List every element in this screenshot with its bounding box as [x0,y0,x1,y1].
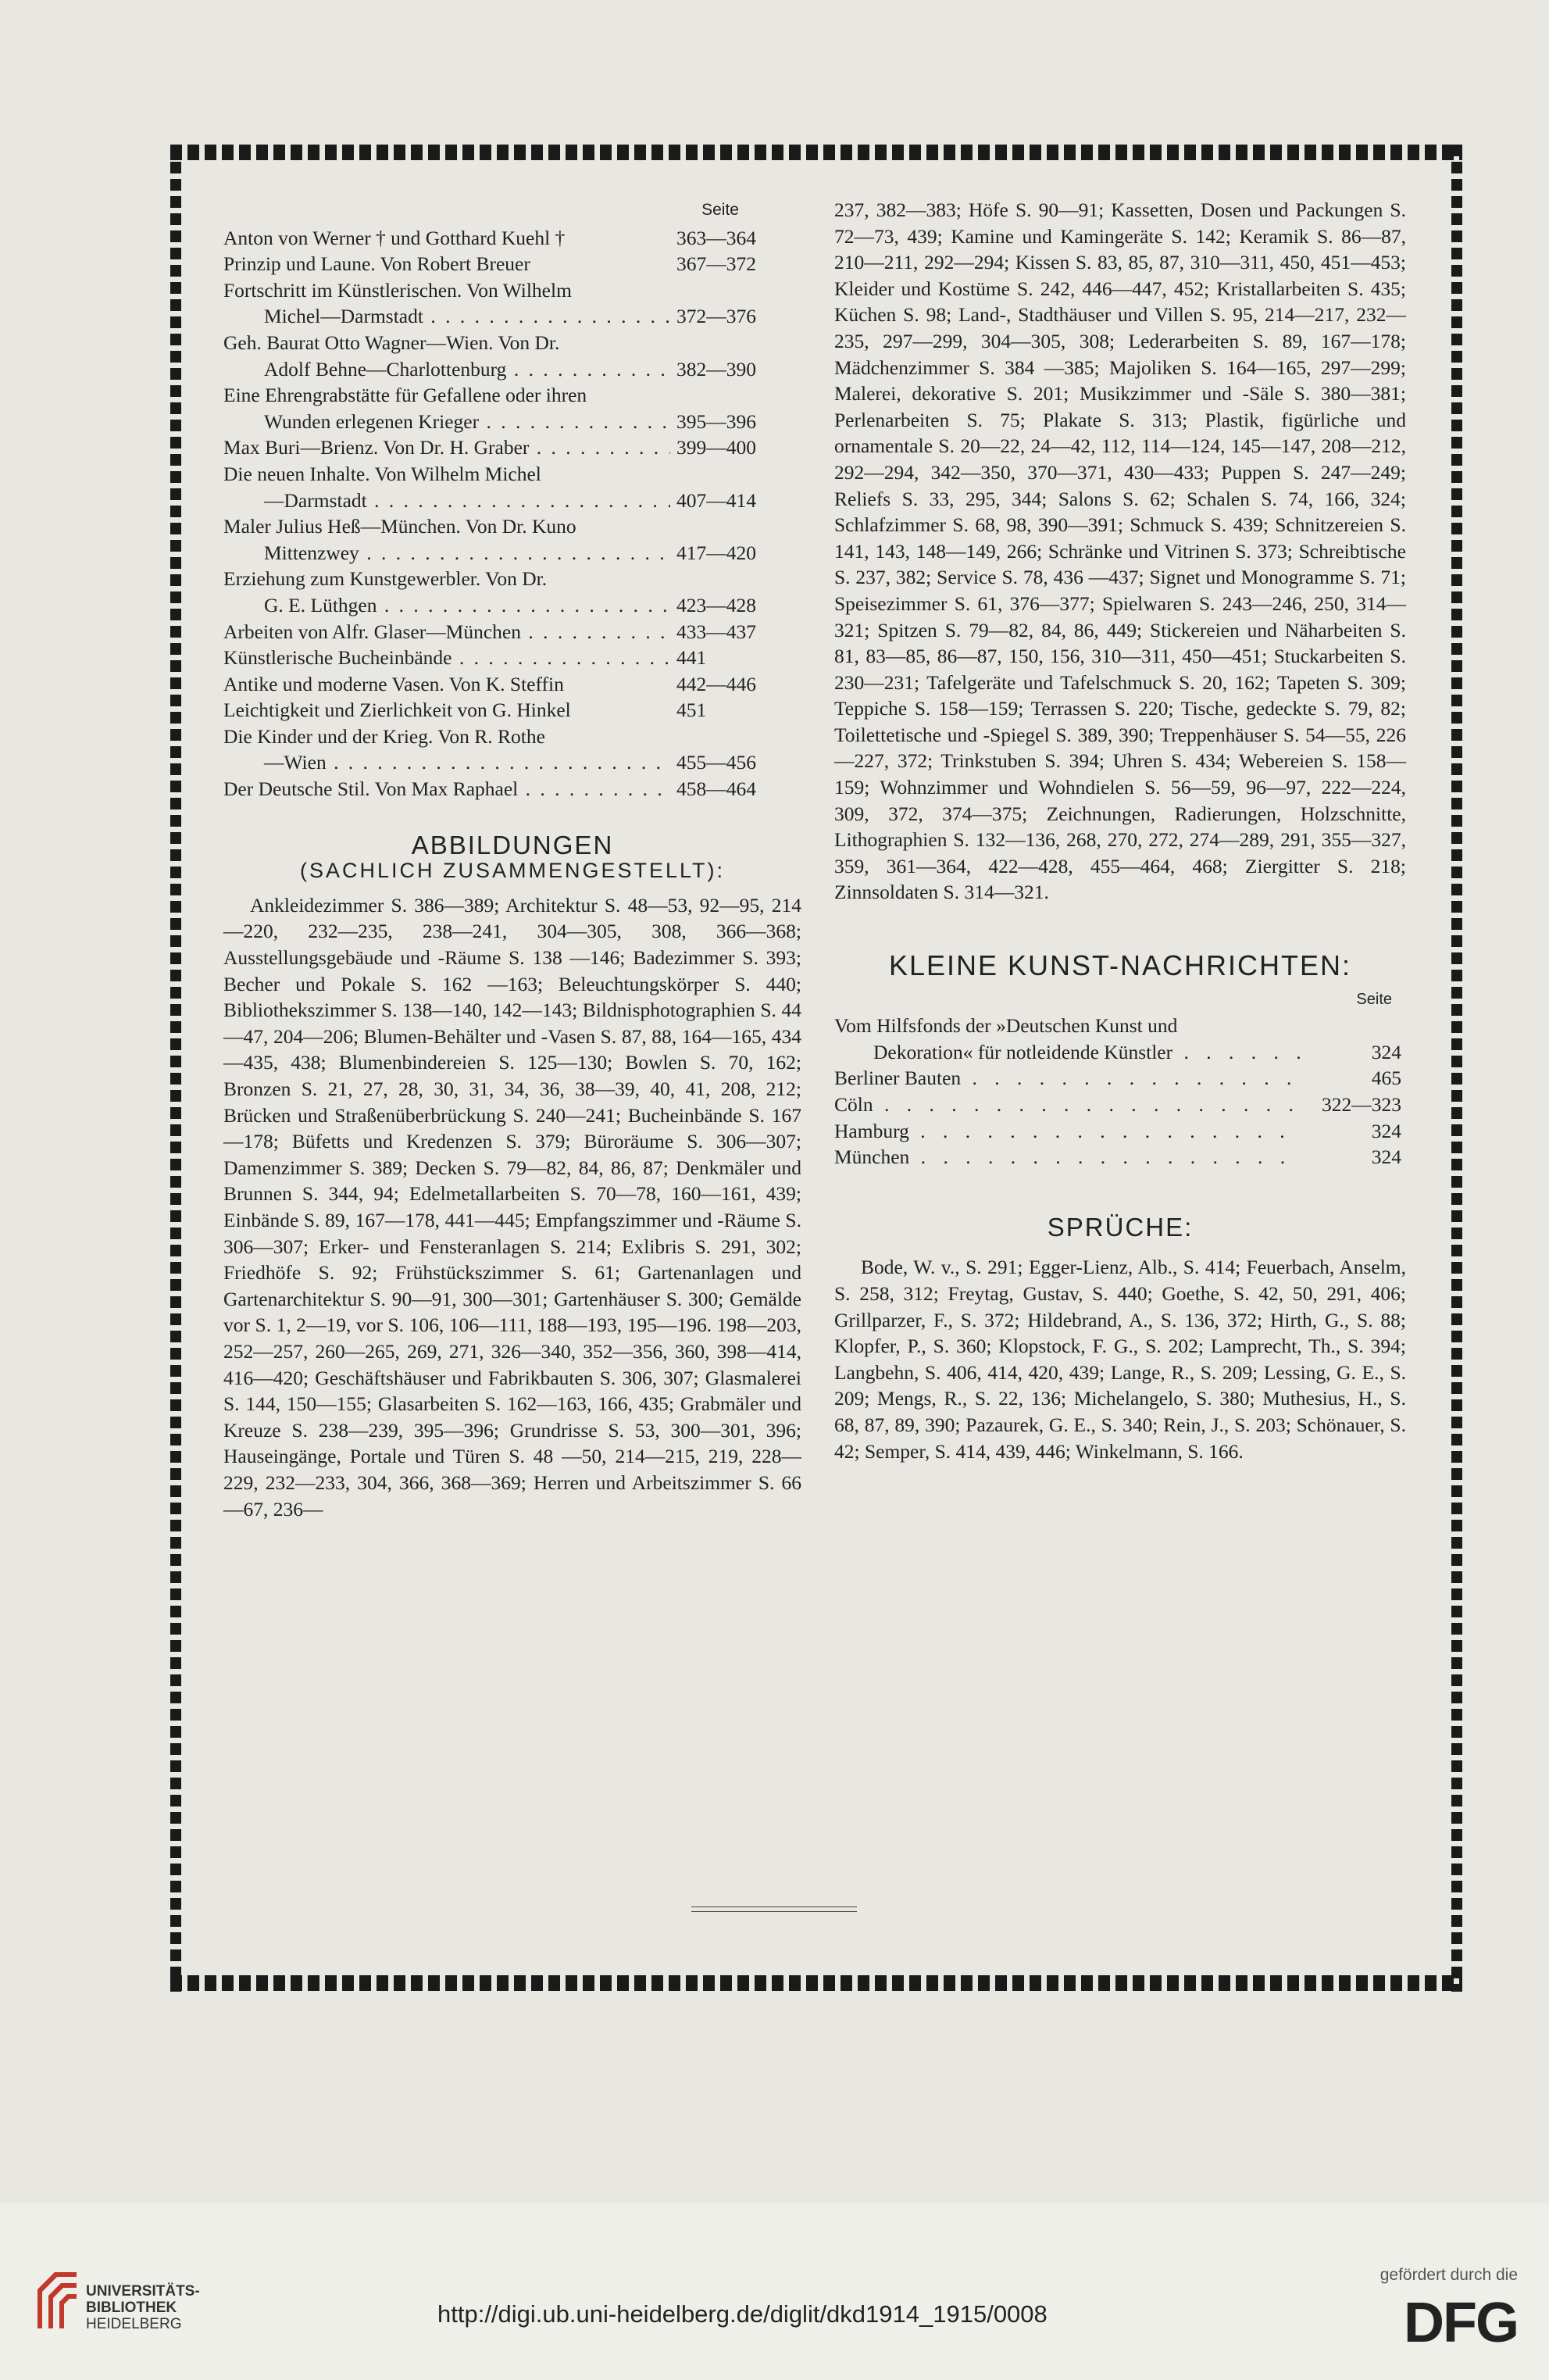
permalink-url[interactable]: http://digi.ub.uni-heidelberg.de/diglit/dkd1914_1915/0008 [437,2300,1048,2328]
sprueche-text: Bode, W. v., S. 291; Egger-Lienz, Alb., S. 414; Feuerbach, Anselm, S. 258, 312; Freytag, Gustav, S. 440; Goethe, S. 42, 50, 291, 406; Grillparzer, F., S. 372; Hildebrand, A., S. 136, 372; Hirth, G., S. 88; Klopfer, P., S. 360; Klopstock, F. G., S. 202; Lamprecht, Th., S. 394; Langbehn, S. 406, 414, 420, 439; Lange, R., S. 209; Lessing, G. E., S. 209; Mengs, R., S. 22, 136; Michelangelo, S. 380; Muthesius, H., S. 68, 87, 89, 390; Pazaurek, G. E., S. 340; Rein, J., S. 203; Schönauer, S. 42; Semper, S. 414, 439, 446; Winkelmann, S. 166. [834,1256,1406,1463]
toc-entry [834,1092,1406,1118]
right-ornamental-border [1451,145,1462,1992]
abbildungen-heading: ABBILDUNGEN [411,830,614,859]
toc-entry [223,645,801,671]
entry-page: 407—414 [676,488,756,512]
kleine-seite-label: Seite [1356,990,1392,1008]
toc-entry [223,225,801,252]
toc-entry [223,697,801,724]
toc-entry [223,277,801,304]
toc-entry [223,566,801,592]
library-logo-icon [31,2266,86,2336]
toc-seite-label: Seite [701,201,739,219]
entry-page: 324 [1371,1040,1401,1063]
entry-page: 363—364 [676,226,756,249]
entry-page: 367—372 [676,252,756,276]
entry-page: 417—420 [676,541,756,564]
entry-title: Eine Ehrengrabstätte für Gefallene oder ihren [223,384,587,407]
left-column [223,197,801,1522]
closing-double-rule [691,1907,857,1912]
entry-page: 372—376 [676,305,756,328]
entry-title: Die neuen Inhalte. Von Wilhelm Michel [223,462,541,485]
entry-title: Berliner Bauten . . . [834,1065,1300,1092]
toc-entry [223,619,801,645]
entry-title: Maler Julius Heß—München. Von Dr. Kuno [223,515,576,538]
entry-title: Dekoration« für notleidende Künstler . . . [834,1039,1300,1066]
library-name: UNIVERSITÄTS- BIBLIOTHEK HEIDELBERG [86,2283,200,2332]
toc-entry [223,382,801,409]
entry-title: München . . . [834,1144,1300,1170]
abbildungen-index-left: Ankleidezimmer S. 386—389; Architektur S. 48—53, 92—95, 214—220, 232—235, 238—241, 304—305, 308, 366—368; Ausstellungsgebäude und -Räume S. 138 —146; Badezimmer S. 393; Becher und Pokale S. 162 —163; Beleuchtungskörper S. 440; Bibliothekszimmer S. 138—140, 142—143; Bildnisphotographien S. 44—47, 204—206; Blumen-Behälter und -Vasen S. 87, 88, 164—165, 434—435, 438; Blumenbindereien S. 125—130; Bowlen S. 70, 162; Bronzen S. 21, 27, 28, 30, 31, 34, 36, 38—39, 40, 41, 208, 212; Brücken und Straßenüberbrückung S. 240—241; Bucheinbände S. 167 —178; Büfetts und Kredenzen S. 379; Büroräume S. 306—307; Damenzimmer S. 389; Decken S. 79—82, 84, 86, 87; Denkmäler und Brunnen S. 344, 94; Edelmetallarbeiten S. 70—78, 160—161, 439; Einbände S. 89, 167—178, 441—445; Empfangszimmer und -Räume S. 306—307; Erker- und Fensteranlagen S. 214; Exlibris S. 291, 302; Friedhöfe S. 92; Frühstückszimmer S. 61; Gartenanlagen und Gartenarchitektur S. 90—91, 300—301; Gartenhäuser S. 300; Gemälde vor S. 1, 2—19, vor S. 106, 106—111, 188—193, 195—196. 198—203, 252—257, 260—265, 269, 271, 326—340, 352—356, 360, 398—414, 416—420; Geschäftshäuser und Fabrikbauten S. 306, 307; Glasmalerei S. 144, 150—155; Glasarbeiten S. 162—163, 166, 435; Grabmäler und Kreuze S. 238—239, 395—396; Grundrisse S. 53, 300—301, 396; Hauseingänge, Portale und Türen S. 48 —50, 214—215, 219, 228—229, 232—233, 304, 366, 368—369; Herren und Arbeitszimmer S. 66—67, 236— [223,893,801,1521]
entry-title: G. E. Lüthgen . . . [223,592,670,619]
entry-title: Vom Hilfsfonds der »Deutschen Kunst und [834,1014,1178,1038]
entry-page: 442—446 [676,672,756,695]
entry-title: Max Buri—Brienz. Von Dr. H. Graber . . . [223,434,670,461]
toc-entry [223,671,801,698]
entry-page: 324 [1371,1119,1401,1142]
entry-title: Der Deutsche Stil. Von Max Raphael . . . [223,776,670,802]
funder-label: gefördert durch die [1379,2266,1518,2284]
dfg-logo: DFG [1404,2292,1518,2354]
entry-title: Die Kinder und der Krieg. Von R. Rothe [223,724,545,748]
toc-entry [223,724,801,750]
toc-entry [834,1065,1406,1092]
entry-page: 395—396 [676,409,756,433]
entry-page: 451 [676,699,707,722]
entry-title: —Darmstadt . . . [223,488,670,514]
entry-title: Erziehung zum Kunstgewerbler. Von Dr. [223,567,548,591]
abbildungen-index-right: 237, 382—383; Höfe S. 90—91; Kassetten, Dosen und Packungen S. 72—73, 439; Kamine und Kamingeräte S. 142; Keramik S. 86—87, 210—211, 292—294; Kissen S. 83, 85, 87, 310—311, 450, 451—453; Kleider und Kostüme S. 242, 446—447, 452; Kristallarbeiten S. 435; Küchen S. 98; Land-, Stadthäuser und Villen S. 95, 214—217, 232—235, 297—299, 304—305, 308; Lederarbeiten S. 89, 167—178; Mädchenzimmer S. 384 —385; Majoliken S. 164—165, 297—299; Malerei, dekorative S. 201; Musikzimmer und -Säle S. 380—381; Perlenarbeiten S. 75; Plakate S. 313; Plastik, figürliche und ornamentale S. 20—22, 24—42, 112, 114—124, 145—147, 208—212, 292—294, 342—350, 370—371, 430—433; Puppen S. 247—249; Reliefs S. 33, 295, 344; Salons S. 62; Schalen S. 74, 166, 324; Schlafzimmer S. 68, 98, 390—391; Schmuck S. 439; Schnitzereien S. 141, 143, 148—149, 266; Schränke und Vitrinen S. 373; Schreibtische S. 237, 382; Service S. 78, 436 —437; Signet und Monogramme S. 71; Speisezimmer S. 61, 376—377; Spielwaren S. 243—246, 250, 314—321; Spitzen S. 79—82, 84, 86, 449; Stickereien und Näharbeiten S. 81, 83—85, 86—87, 150, 156, 310—311, 450—451; Stuckarbeiten S. 230—231; Tafelgeräte und Tafelschmuck S. 20, 162; Tapeten S. 309; Teppiche S. 158—159; Terrassen S. 220; Tische, gedeckte S. 79, 82; Toilettetische und -Spiegel S. 389, 390; Treppenhäuser S. 54—55, 226—227, 372; Trinkstuben S. 394; Uhren S. 434; Webereien S. 158—159; Wohnzimmer und Wohndielen S. 56—59, 96—97, 222—224, 309, 372, 374—375; Zeichnungen, Radierungen, Holzschnitte, Lithographien S. 132—136, 268, 270, 272, 274—289, 291, 355—327, 359, 361—364, 422—428, 455—464, 468; Ziergitter S. 218; Zinnsoldaten S. 314—321. [834,198,1406,904]
left-ornamental-border [170,145,181,1992]
toc-entry [223,434,801,461]
entry-title: Prinzip und Laune. Von Robert Breuer [223,252,530,276]
entry-page: 322—323 [1322,1093,1401,1116]
toc-entry [834,1118,1406,1145]
toc-entry [834,1039,1406,1066]
toc-entry [223,776,801,802]
toc-entry [223,488,801,514]
toc-entry [223,356,801,383]
entry-page: 458—464 [676,777,756,801]
toc-entry [223,409,801,435]
entry-page: 399—400 [676,436,756,459]
entry-title: Leichtigkeit und Zierlichkeit von G. Hinkel [223,699,571,722]
right-column [834,197,1406,1464]
entry-page: 441 [676,646,707,670]
top-ornamental-border [170,145,1462,160]
entry-title: Mittenzwey . . . [223,540,670,566]
toc-entry [223,251,801,277]
entry-title: Fortschritt im Künstlerischen. Von Wilhelm [223,278,572,302]
entry-title: Hamburg . . . [834,1118,1300,1145]
entry-page: 423—428 [676,593,756,616]
entry-title: Künstlerische Bucheinbände . . . [223,645,670,671]
kleine-kunst-nachrichten-list [834,987,1406,1170]
table-of-contents [223,225,801,802]
toc-entry [834,1144,1406,1170]
entry-title: Antike und moderne Vasen. Von K. Steffin [223,672,564,695]
toc-entry [834,1013,1406,1039]
toc-entry [223,513,801,540]
kleine-kunst-nachrichten-heading: KLEINE KUNST-NACHRICHTEN: [888,949,1352,982]
sprueche-heading: SPRÜCHE: [1047,1212,1194,1242]
entry-title: —Wien . . . [223,749,670,776]
toc-entry [223,749,801,776]
entry-title: Michel—Darmstadt . . . [223,303,670,330]
entry-title: Cöln . . . [834,1092,1300,1118]
bottom-ornamental-border [170,1975,1462,1991]
toc-entry [223,592,801,619]
entry-page: 433—437 [676,620,756,643]
entry-title: Anton von Werner † und Gotthard Kuehl † [223,226,566,249]
entry-page: 465 [1371,1067,1401,1090]
toc-entry [223,540,801,566]
viewer-footer [0,2203,1549,2380]
entry-title: Arbeiten von Alfr. Glaser—München . . . [223,619,670,645]
entry-title: Wunden erlegenen Krieger . . . [223,409,670,435]
abbildungen-subheading: (SACHLICH ZUSAMMENGESTELLT): [299,859,726,883]
toc-entry [223,330,801,356]
toc-entry [223,303,801,330]
entry-page: 324 [1371,1145,1401,1169]
entry-page: 455—456 [676,751,756,774]
entry-title: Geh. Baurat Otto Wagner—Wien. Von Dr. [223,331,560,354]
entry-page: 382—390 [676,357,756,381]
toc-entry [223,461,801,488]
entry-title: Adolf Behne—Charlottenburg . . . [223,356,670,383]
